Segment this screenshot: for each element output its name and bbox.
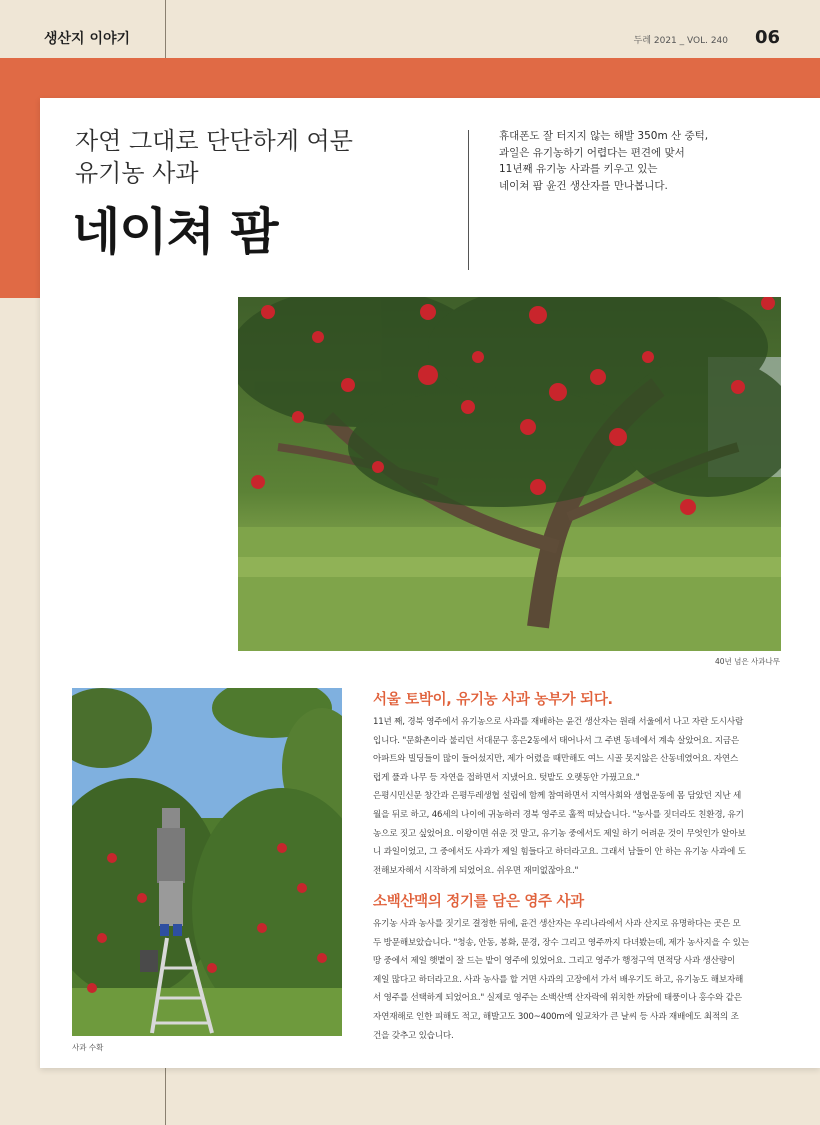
section-heading-1: 서울 토박이, 유기농 사과 농부가 되다. <box>373 692 613 708</box>
body-line: 유기농 사과 농사를 짓기로 결정한 뒤에, 윤건 생산자는 우리나라에서 사과 산지로 유명하다는 곳은 모 <box>373 919 741 929</box>
body-line: 은평시민신문 창간과 은평두레생협 설립에 함께 참여하면서 지역사회와 생협운동에 몸 담았던 지난 세 <box>373 791 742 802</box>
page-number: 06 <box>754 27 780 48</box>
section-body-1 <box>373 713 783 880</box>
section-body-2 <box>373 915 783 1045</box>
intro-line: 휴대폰도 잘 터지지 않는 해발 350m 산 중턱, <box>499 130 709 142</box>
article-intro <box>499 128 799 194</box>
body-line: 니 과일이었고, 그 중에서도 사과가 제일 힘들다고 하더라고요. 그래서 남들이 안 하는 유기농 사과에 도 <box>373 847 746 858</box>
apple-tree-photo <box>238 297 781 651</box>
kicker-line: 자연 그대로 단단하게 여문 <box>75 127 353 155</box>
body-line: 건을 갖추고 있습니다. <box>373 1030 454 1041</box>
intro-line: 11년째 유기농 사과를 키우고 있는 <box>499 163 658 175</box>
body-line: 럽게 풀과 나무 등 자연을 접하면서 지냈어요. 텃밭도 오랫동안 가꿨고요." <box>373 772 640 783</box>
kicker-line: 유기농 사과 <box>75 159 199 187</box>
body-line: 11년 째, 경북 영주에서 유기농으로 사과를 재배하는 윤건 생산자는 원래 서울에서 나고 자란 도시사람 <box>373 717 744 727</box>
body-line: 아파트와 빌딩들이 많이 들어섰지만, 제가 어렸을 때만해도 여느 시골 못지않은 산동네였어요. 자연스 <box>373 754 739 765</box>
body-line: 농으로 짓고 싶었어요. 이왕이면 쉬운 것 말고, 유기농 중에서도 제일 하기 어려운 것이 무엇인가 알아보 <box>373 828 746 839</box>
body-line: 두 방문해보았습니다. "청송, 안동, 봉화, 문경, 장수 그리고 영주까지 다녀봤는데, 제가 농사지을 수 있는 <box>373 937 749 948</box>
body-line: 월을 뒤로 하고, 46세의 나이에 귀농하러 경북 영주로 훌쩍 떠났습니다. "농사를 짓더라도 친환경, 유기 <box>373 809 744 820</box>
page-header <box>0 0 820 58</box>
title-divider <box>468 130 469 270</box>
body-line: 전해보자해서 시작하게 되었어요. 쉬우면 재미없잖아요." <box>373 865 579 876</box>
main-photo-caption: 40년 넘은 사과나무 <box>714 657 780 666</box>
body-line: 입니다. "문화촌이라 불리던 서대문구 홍은2동에서 태어나서 그 주변 동네에서 계속 살았어요. 지금은 <box>373 735 739 746</box>
harvest-photo <box>72 688 342 1036</box>
intro-line: 과일은 유기농하기 어렵다는 편견에 맞서 <box>499 146 685 159</box>
intro-line: 네이쳐 팜 윤건 생산자를 만나봅니다. <box>499 179 668 192</box>
issue-label: 두레 2021 _ VOL. 240 <box>633 36 728 46</box>
body-line: 서 영주를 선택하게 되었어요." 실제로 영주는 소백산맥 산자락에 위치한 까닭에 태풍이나 홍수와 같은 <box>373 993 742 1004</box>
section-heading-2: 소백산맥의 정기를 담은 영주 사과 <box>373 894 584 910</box>
body-line: 땅 중에서 제일 햇볕이 잘 드는 밭이 영주에 있었어요. 그리고 영주가 행정구역 면적당 사과 생산량이 <box>373 956 736 967</box>
article-kicker <box>75 125 353 189</box>
side-photo-caption: 사과 수확 <box>72 1043 104 1052</box>
body-line: 제일 많다고 하더라고요. 사과 농사를 할 거면 사과의 고장에서 가서 배우기도 하고, 유기농도 해보자해 <box>373 974 744 985</box>
article-headline: 네이쳐 팜 <box>72 203 278 261</box>
body-line: 자연재해로 인한 피해도 적고, 해발고도 300~400m에 일교차가 큰 날씨 등 사과 재배에도 최적의 조 <box>373 1011 739 1022</box>
section-name: 생산지 이야기 <box>44 31 131 47</box>
